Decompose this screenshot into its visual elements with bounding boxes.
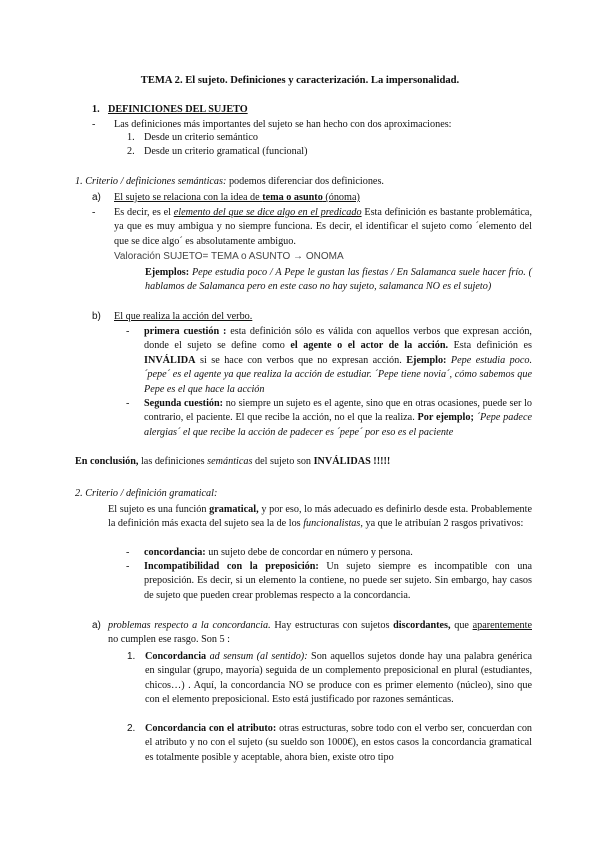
text-run: elemento del que se dice algo en el predicado <box>173 207 362 218</box>
text-run: primera cuestión : <box>144 326 227 337</box>
text-run: tema o asunto <box>262 192 323 203</box>
item-b <box>92 310 252 324</box>
item-label: b) <box>92 311 101 322</box>
paragraph <box>144 397 532 440</box>
paragraph <box>145 650 532 708</box>
text-run: concordancia: <box>144 547 206 558</box>
text-run: ´Pepe padece alergias´ el que recibe la acción de padecer es ´pepe´ por eso es el paciente <box>144 412 532 438</box>
text-run: Por ejemplo; <box>417 412 474 424</box>
text-run: Hay estructuras con sujetos <box>270 620 394 631</box>
paragraph <box>144 560 532 603</box>
criterio-gramatical-heading: 2. Criterio / definición gramatical: <box>75 488 218 499</box>
list-item <box>127 131 258 145</box>
text-run: ad sensum (al sentido): <box>206 651 308 662</box>
item-label: a) <box>92 620 101 631</box>
text-run: En conclusión, <box>75 456 139 467</box>
section-heading <box>92 103 248 117</box>
criterio-semantico-heading <box>75 175 384 189</box>
list-item-text: Desde un criterio semántico <box>144 132 259 143</box>
text-run: (ónoma) <box>322 192 360 203</box>
text-run: problemas respecto a la concordancia. <box>108 620 271 631</box>
text-run: El sujeto es una función <box>108 504 210 515</box>
numbered-item <box>127 650 532 708</box>
item-number: 1. <box>127 651 136 662</box>
text-run: Concordancia <box>145 651 207 662</box>
paragraph <box>108 619 532 648</box>
problemas-concordancia <box>92 619 532 648</box>
item-number: 2. <box>127 723 136 734</box>
text-run: gramatical, <box>209 504 259 515</box>
text-run: Concordancia con el atributo: <box>145 723 277 734</box>
text-run: Es decir, es el <box>114 207 174 218</box>
item-a <box>92 191 532 205</box>
text-run: Ejemplos: <box>145 267 190 278</box>
criterio-heading-rest: podemos diferenciar dos definiciones. <box>226 176 384 187</box>
paragraph <box>144 325 532 397</box>
text-run: aparentemente <box>472 620 532 631</box>
text-run: funcionalistas <box>303 518 361 530</box>
text-run: del sujeto son <box>252 456 314 467</box>
text-run: que <box>450 620 473 631</box>
text-run: Un sujeto siempre es incompatible con una preposición. Es decir, si un elemento la contiene, no puede ser sujeto. Sin embargo, hay casos de sujeto que pueden crear problemas respecto a la concordancia. <box>144 561 532 601</box>
text-run: INVÁLIDA <box>144 354 196 366</box>
ejemplos-paragraph <box>145 266 532 295</box>
text-run: no siempre un sujeto es el agente, sino que en otras ocasiones, puede ser lo contrario, el paciente. El que recibe la acción, no el que la realiza. <box>144 398 532 424</box>
rasgo-concordancia: - concordancia: un sujeto debe de concordar en número y persona. <box>126 546 532 560</box>
paragraph <box>114 206 532 249</box>
text-run: las definiciones <box>138 456 208 467</box>
paragraph <box>145 722 532 765</box>
text-run: Son aquellos sujetos donde hay una palabra genérica en singular (grupo, mayoría) seguida de un complemento preposicional en plural (estudiantes, chicos…) . Aquí, la concordancia NO se produce con es primer elemento (núcleo), sino que con el elemento preposicional. Esto está justificado por razones semánticas. <box>145 651 532 706</box>
conclusion-line <box>75 455 390 469</box>
text-run: , ya que le atribuían 2 rasgos privativos: <box>360 518 524 530</box>
page-title: TEMA 2. El sujeto. Definiciones y caracterización. La impersonalidad. <box>140 75 460 86</box>
numbered-item <box>127 722 532 765</box>
text-run: un sujeto debe de concordar en número y persona. <box>205 547 413 558</box>
text-run: Segunda cuestión: <box>144 398 224 409</box>
rasgo-incompatibilidad: - Incompatibilidad con la preposición: Un sujeto siempre es incompatible con una preposición. Es decir, si un elemento la contiene, no puede ser sujeto. Sin embargo, hay casos de sujeto que pueden crear problemas respecto a la concordancia. <box>126 560 532 603</box>
text-run: Incompatibilidad con la preposición: <box>144 561 319 572</box>
text-run: otras estructuras, sobre todo con el verbo ser, concuerdan con el atributo y no con el sujeto (su sueldo son 1000€), en estos casos la concordancia gramatical es totalmente posible y aceptable, ahora bien, existe otro tipo <box>145 723 533 763</box>
text-run: INVÁLIDAS !!!!! <box>313 456 391 467</box>
list-item-number: 1. <box>127 132 135 143</box>
section-intro: - Las definiciones más importantes del sujeto se han hecho con dos aproximaciones: <box>92 119 452 130</box>
text-run: esta definición sólo es válida con aquellos verbos que expresan acción, donde el sujeto se define como <box>144 326 532 352</box>
text-run: no cumplen ese rasgo. Son 5 : <box>108 634 230 646</box>
text-run: Pepe estudia poco. ´pepe´ es el agente ya que realiza la acción de estudiar. ´Pepe tiene novia´, cómo sabemos que Pepe es el que hace la acción <box>144 354 533 395</box>
primera-cuestion: - primera cuestión : esta definición sólo es válida con aquellos verbos que expresan acción, donde el sujeto se define como el agente o el actor de la acción. Esta definición es INVÁLIDA si se hace con verbos que no expresan acción. Ejemplo: Pepe estudia poco. ´pepe´ es el agente ya que realiza la acción de estudiar. ´Pepe tiene novia´, cómo sabemos que Pepe es el que hace la acción <box>126 325 532 397</box>
list-item-text: Desde un criterio gramatical (funcional) <box>144 146 308 157</box>
text-run: Esta definición es <box>448 340 532 352</box>
list-item-number: 2. <box>127 146 135 157</box>
text-run: y por eso, lo más adecuado es definirlo desde esta. Probablemente la definición más exacta del sujeto sea la de los <box>108 504 532 530</box>
text-run: Pepe estudia poco / A Pepe le gustan las fiestas / En Salamanca suele hacer frío. ( hablamos de Salamanca pero en este caso no hay sujeto, salamanca NO es el sujeto) <box>145 267 532 293</box>
dash-paragraph: - Es decir, es el elemento del que se dice algo en el predicado Esta definición es bastante problemática, ya que es muy ambigua y no siempre funciona. Es decir, el identificar el sujeto como ´elemento del que se dice algo´ es absolutamente ambiguo. <box>92 206 532 249</box>
text-run: El sujeto se relaciona con la idea de <box>114 192 263 203</box>
valoracion-line: Valoración SUJETO= TEMA o ASUNTO → ONOMA <box>114 251 344 262</box>
text-run: el agente o el actor de la acción. <box>290 340 449 352</box>
text-run: Esta definición es bastante problemática, ya que es muy ambigua y no siempre funciona. Es decir, el identificar el sujeto como ´elemento del que se dice algo´ es absolutamente ambiguo. <box>114 207 532 247</box>
section-intro-text: Las definiciones más importantes del sujeto se han hecho con dos aproximaciones: <box>114 119 452 130</box>
gramatical-paragraph <box>108 503 532 532</box>
criterio-heading-text: 1. Criterio / definiciones semánticas: <box>75 176 227 187</box>
section-number: 1. <box>92 104 100 115</box>
item-label: a) <box>92 192 101 203</box>
section-heading-text: DEFINICIONES DEL SUJETO <box>108 104 248 115</box>
text-run: Ejemplo: <box>406 354 447 366</box>
text-run: semánticas <box>207 456 253 467</box>
segunda-cuestion: - Segunda cuestión: no siempre un sujeto es el agente, sino que en otras ocasiones, puede ser lo contrario, el paciente. El que recibe la acción, no el que la realiza. Por ejemplo; ´Pepe padece alergias´ el que recibe la acción de padecer es ´pepe´ por eso es el paciente <box>126 397 532 440</box>
paragraph <box>144 546 532 560</box>
text-run: El que realiza la acción del verbo. <box>114 311 253 322</box>
text-run: discordantes, <box>393 620 451 631</box>
list-item <box>127 145 308 159</box>
text-run: si se hace con verbos que no expresan acción. <box>195 354 407 366</box>
